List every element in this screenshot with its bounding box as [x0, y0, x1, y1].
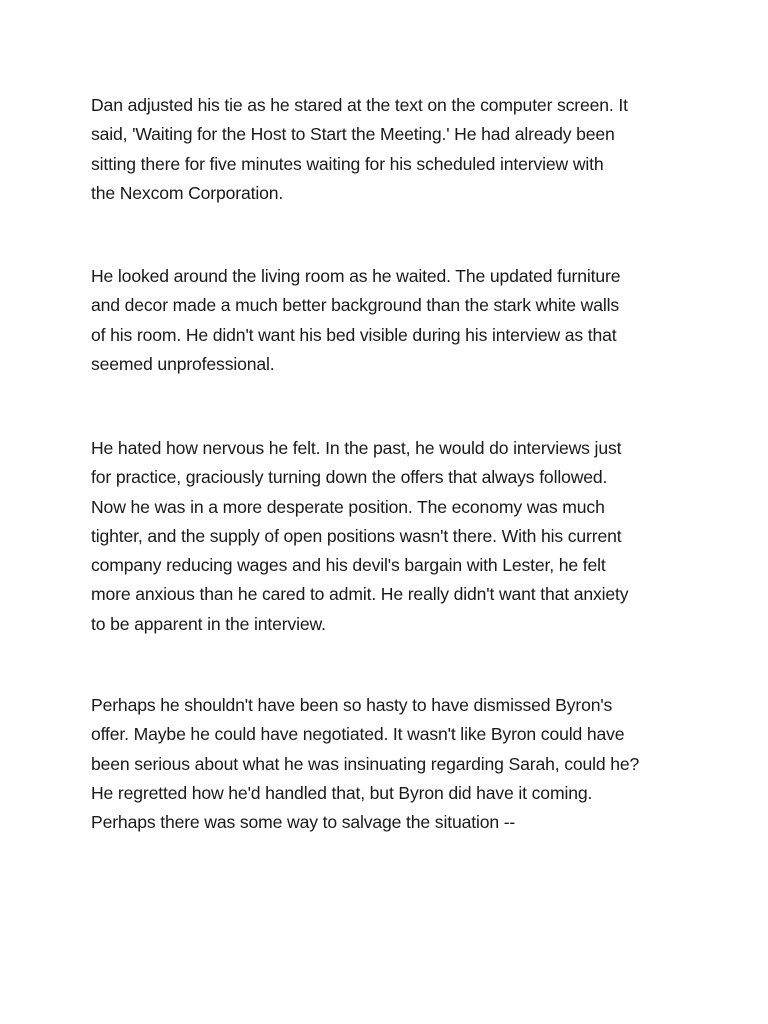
text-line: to be apparent in the interview. [91, 613, 326, 634]
text-line: and decor made a much better background than the stark white walls [91, 295, 619, 316]
text-line: said, 'Waiting for the Host to Start the Meeting.' He had already been [91, 124, 615, 145]
text-line: Dan adjusted his tie as he stared at the text on the computer screen. It [91, 95, 628, 115]
text-line: more anxious than he cared to admit. He really didn't want that anxiety [91, 584, 629, 605]
text-line: Perhaps there was some way to salvage the situation -- [91, 812, 516, 833]
text-line: been serious about what he was insinuating regarding Sarah, could he? [91, 753, 640, 774]
paragraph-3 [91, 434, 691, 639]
text-line: Perhaps he shouldn't have been so hasty to have dismissed Byron's [91, 695, 613, 715]
text-line: the Nexcom Corporation. [91, 182, 284, 203]
text-line: Now he was in a more desperate position. The economy was much [91, 496, 605, 517]
paragraph-4 [91, 691, 691, 837]
paragraph-1 [91, 91, 691, 208]
text-line: company reducing wages and his devil's bargain with Lester, he felt [91, 555, 606, 576]
text-line: tighter, and the supply of open positions wasn't there. With his current [91, 525, 622, 546]
text-line: seemed unprofessional. [91, 353, 275, 374]
text-line: for practice, graciously turning down the offers that always followed. [91, 467, 608, 488]
text-line: He looked around the living room as he waited. The updated furniture [91, 266, 621, 286]
text-line: offer. Maybe he could have negotiated. It wasn't like Byron could have [91, 724, 625, 745]
text-line: He hated how nervous he felt. In the past, he would do interviews just [91, 438, 622, 458]
text-line: He regretted how he'd handled that, but Byron did have it coming. [91, 782, 593, 803]
text-line: sitting there for five minutes waiting for his scheduled interview with [91, 153, 604, 174]
text-line: of his room. He didn't want his bed visible during his interview as that [91, 324, 617, 345]
paragraph-2 [91, 262, 691, 379]
